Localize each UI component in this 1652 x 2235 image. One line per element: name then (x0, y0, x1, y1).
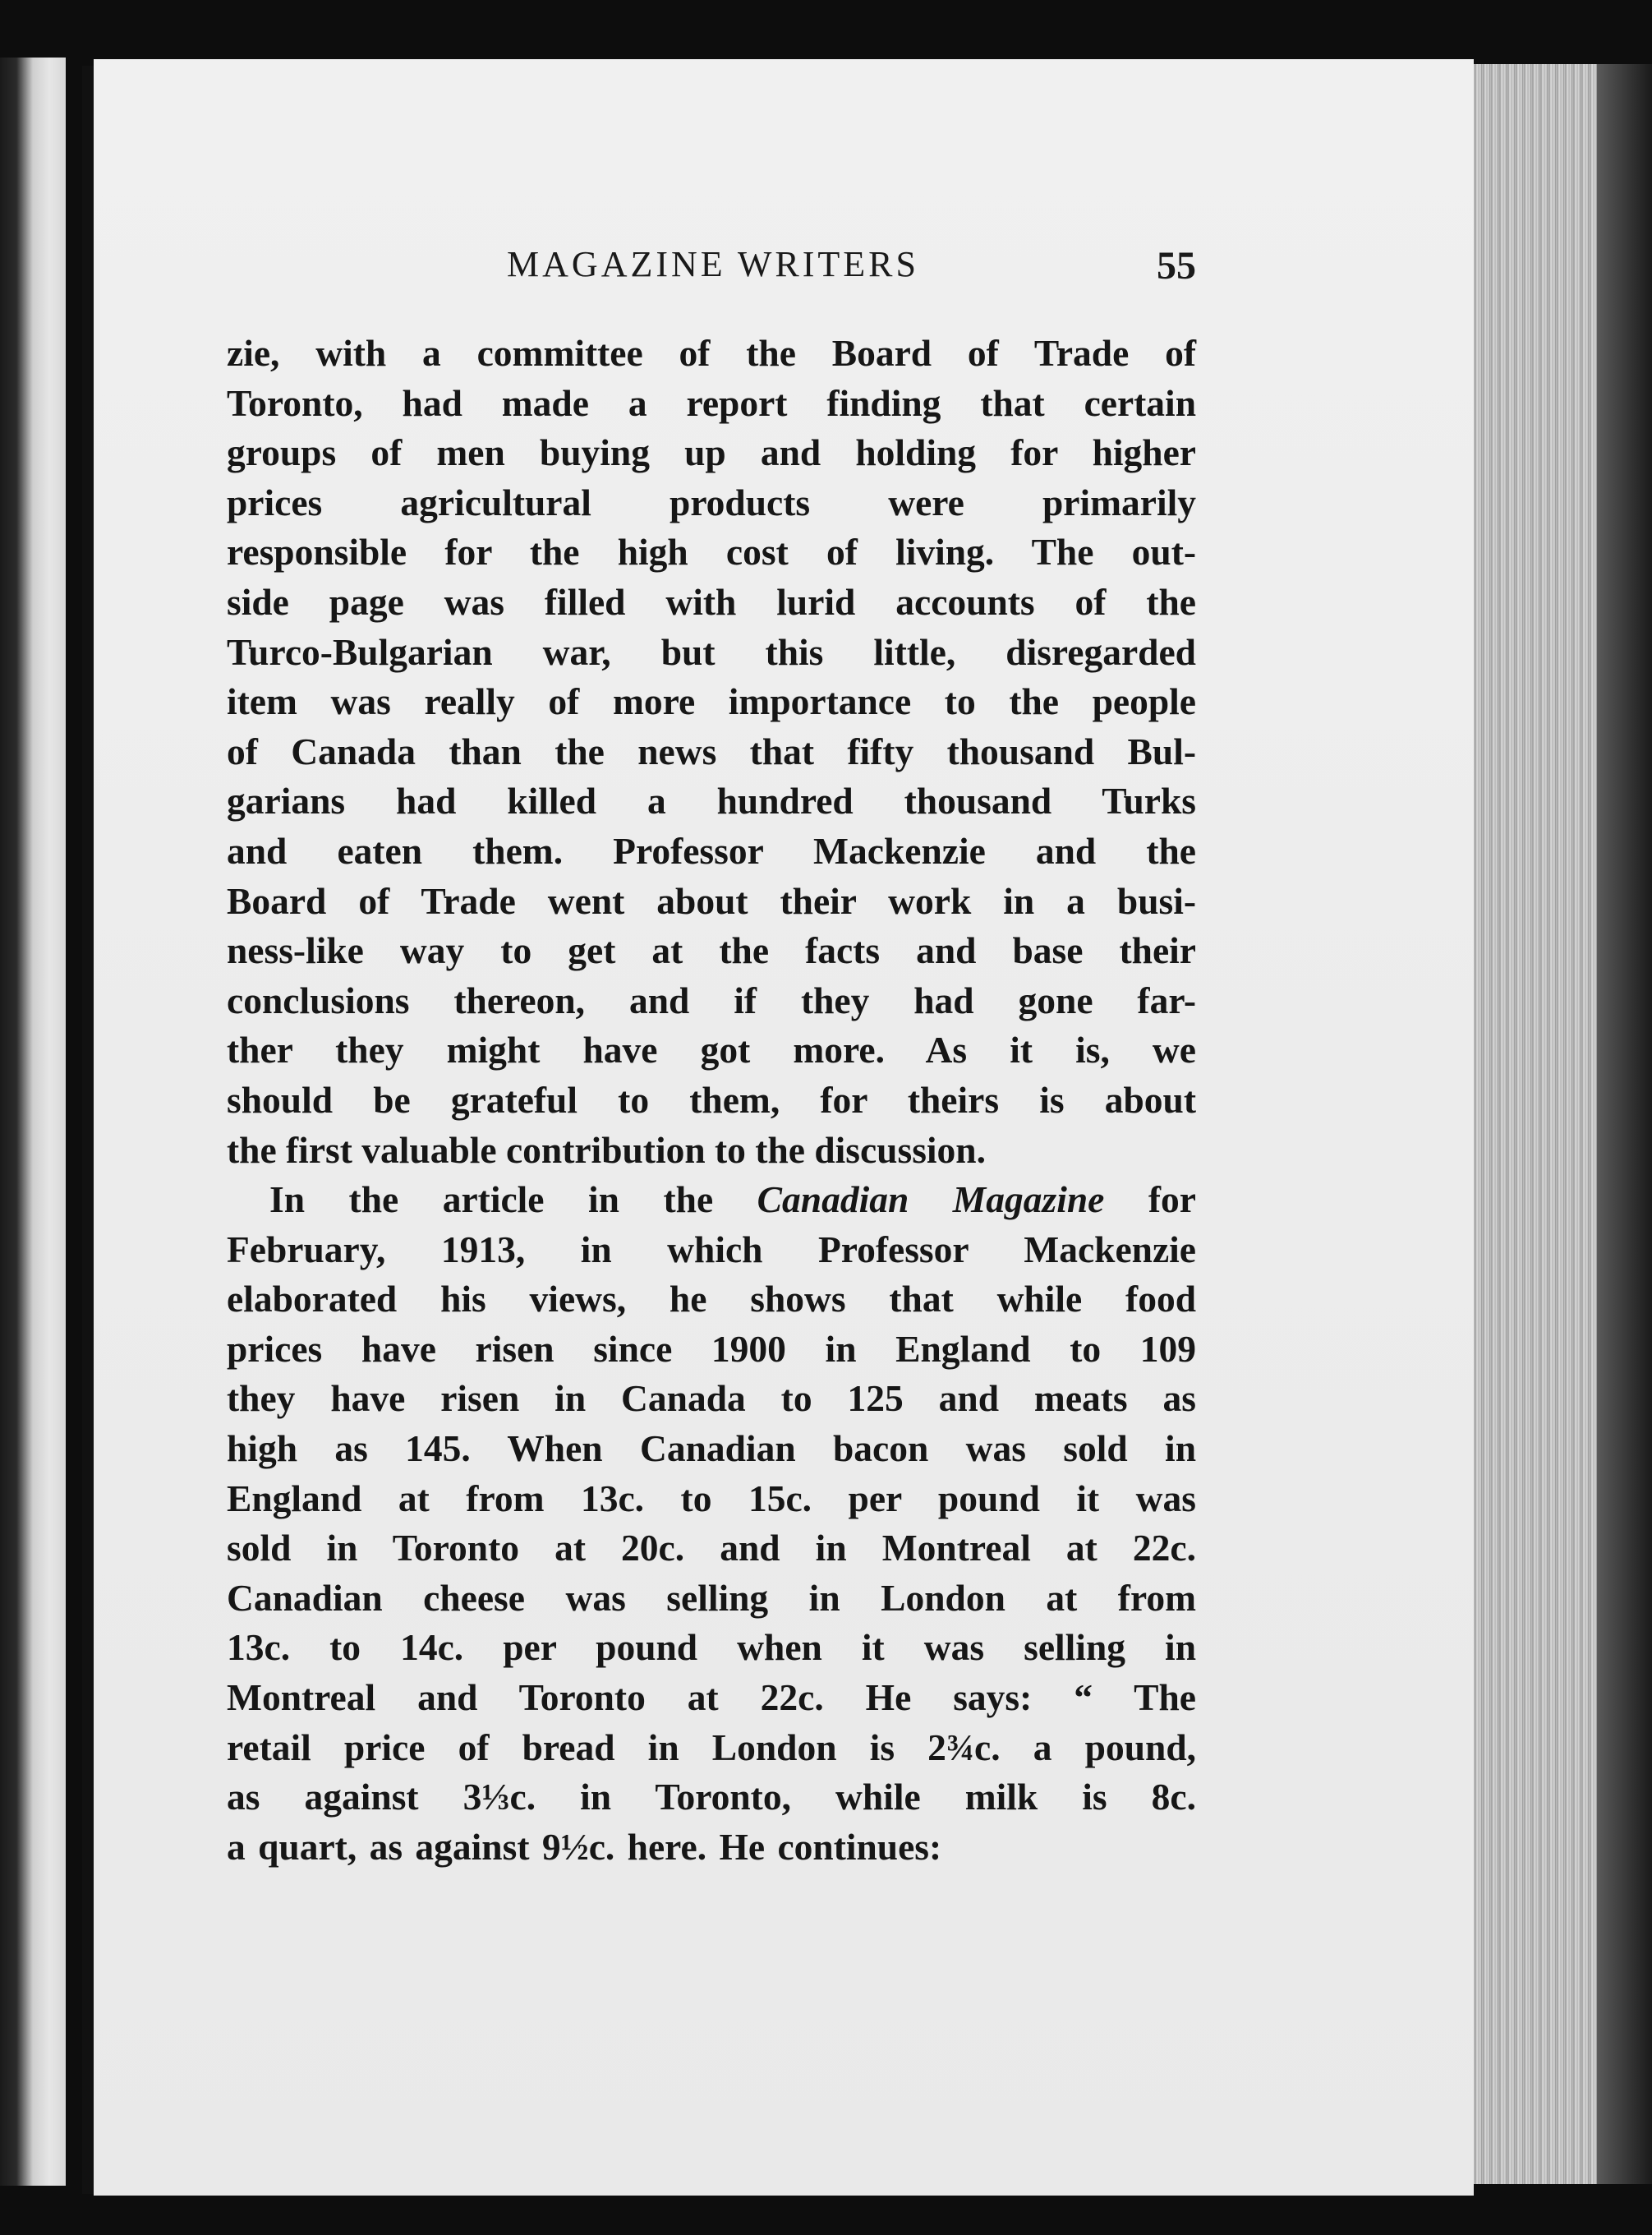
page-body (227, 329, 1196, 1872)
text-line: responsible for the high cost of living. The out- (227, 531, 1196, 574)
text-line: ther they might have got more. As it is, we (227, 1029, 1196, 1071)
magazine-title: Canadian Magazine (757, 1178, 1105, 1221)
text-line: England at from 13c. to 15c. per pound it was (227, 1477, 1196, 1519)
text-line: retail price of bread in London is 2¾c. a pound, (227, 1726, 1196, 1768)
text-line: elaborated his views, he shows that while food (227, 1278, 1196, 1320)
text-line: of Canada than the news that fifty thousand Bul- (227, 730, 1196, 772)
text-line: Canadian cheese was selling in London at from (227, 1576, 1196, 1619)
text-line: prices have risen since 1900 in England to 109 (227, 1327, 1196, 1370)
text-line: Toronto, had made a report finding that certain (227, 381, 1196, 424)
text-line: garians had killed a hundred thousand Turks (227, 780, 1196, 823)
text-line: conclusions thereon, and if they had gone far- (227, 979, 1196, 1021)
text-line: ness-like way to get at the facts and base their (227, 929, 1196, 972)
text-line: zie, with a committee of the Board of Trade of (227, 332, 1196, 374)
page-header (230, 243, 1196, 301)
text-line: Montreal and Toronto at 22c. He says: “ The (227, 1676, 1196, 1719)
page-edge-shadow (1597, 64, 1652, 2184)
text-line: side page was filled with lurid accounts of the (227, 580, 1196, 623)
running-title: MAGAZINE WRITERS (507, 244, 919, 284)
text-line-first (227, 1175, 1196, 1225)
text-segment: for (1104, 1178, 1196, 1221)
text-line: Board of Trade went about their work in a busi- (227, 879, 1196, 922)
text-line: 13c. to 14c. per pound when it was selling in (227, 1626, 1196, 1669)
page-number: 55 (1157, 244, 1196, 288)
book-gutter (82, 66, 94, 2194)
text-line: February, 1913, in which Professor Mackenzie (227, 1228, 1196, 1270)
text-line: high as 145. When Canadian bacon was sold in (227, 1427, 1196, 1470)
page-leaf-edges (1474, 64, 1597, 2184)
text-line: should be grateful to them, for theirs is about (227, 1078, 1196, 1121)
text-line: prices agricultural products were primarily (227, 481, 1196, 523)
paragraph-2 (227, 1175, 1196, 1872)
paragraph-1 (227, 329, 1196, 1175)
text-segment: In the article in the (269, 1178, 757, 1221)
text-line: a quart, as against 9½c. here. He continues: (227, 1825, 942, 1868)
text-line: as against 3⅓c. in Toronto, while milk is 8c. (227, 1776, 1196, 1818)
text-line: Turco-Bulgarian war, but this little, disregarded (227, 630, 1196, 673)
text-line: sold in Toronto at 20c. and in Montreal at 22c. (227, 1527, 1196, 1569)
text-line: and eaten them. Professor Mackenzie and the (227, 829, 1196, 872)
text-line: the first valuable contribution to the discussion. (227, 1128, 986, 1171)
text-line: groups of men buying up and holding for higher (227, 431, 1196, 474)
text-line: they have risen in Canada to 125 and meats as (227, 1377, 1196, 1420)
facing-page-edge (0, 58, 66, 2186)
text-line: item was really of more importance to the people (227, 680, 1196, 723)
